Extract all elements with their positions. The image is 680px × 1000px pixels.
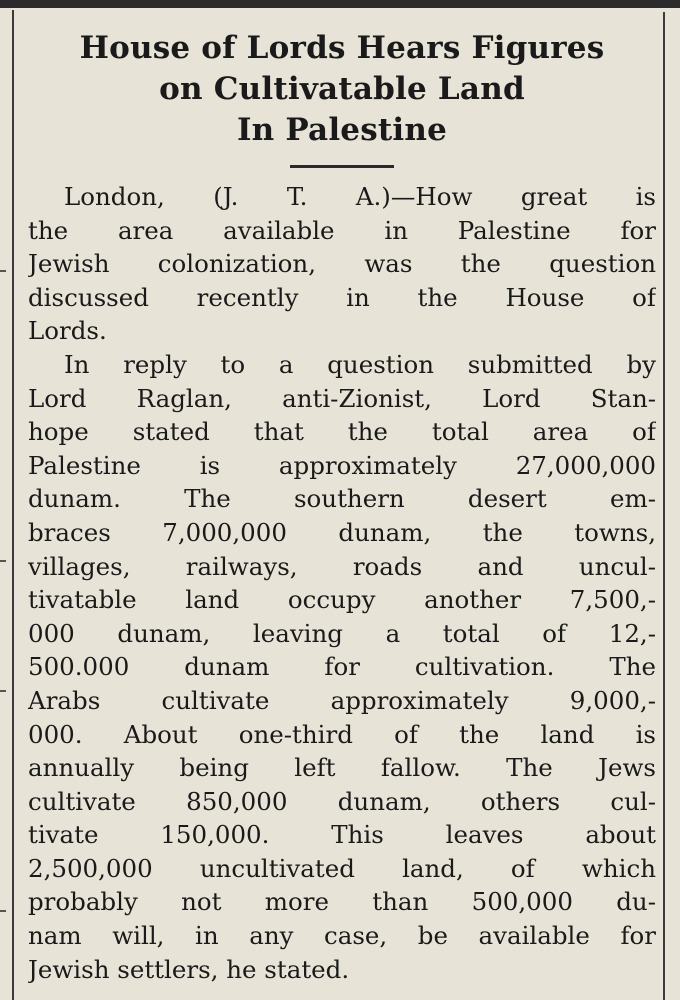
text-line: tivatable land occupy another 7,500,-: [28, 585, 656, 615]
text-line: dunam. The southern desert em-: [28, 484, 656, 514]
top-border-rule: [0, 0, 680, 8]
paragraph-2: [28, 348, 656, 986]
text-line: London, (J. T. A.)—How great is: [64, 182, 656, 211]
text-line: cultivate 850,000 dunam, others cul-: [28, 786, 656, 816]
text-line: Lord Raglan, anti-Zionist, Lord Stan-: [28, 383, 656, 413]
headline-divider: [290, 165, 394, 168]
headline-line-2: on Cultivatable Land: [159, 71, 525, 107]
text-line: discussed recently in the House of: [28, 282, 656, 312]
edge-mark: [0, 560, 6, 562]
right-column-rule: [663, 12, 665, 1000]
text-line: annually being left fallow. The Jews: [28, 753, 656, 783]
text-line: braces 7,000,000 dunam, the towns,: [28, 517, 656, 547]
edge-mark: [0, 270, 6, 272]
text-line: 500.000 dunam for cultivation. The: [28, 652, 656, 682]
text-line: Jewish colonization, was the question: [28, 249, 656, 279]
article-body: [28, 180, 656, 986]
text-line: the area available in Palestine for: [28, 215, 656, 245]
text-line: 2,500,000 uncultivated land, of which: [28, 853, 656, 883]
text-line: villages, railways, roads and uncul-: [28, 551, 656, 581]
text-line: nam will, in any case, be available for: [28, 921, 656, 951]
text-line: 000 dunam, leaving a total of 12,-: [28, 618, 656, 648]
paragraph-1: [28, 180, 656, 348]
text-line: Palestine is approximately 27,000,000: [28, 450, 656, 480]
text-line: tivate 150,000. This leaves about: [28, 820, 656, 850]
headline-line-1: House of Lords Hears Figures: [79, 30, 605, 66]
headline-line-3: In Palestine: [236, 112, 448, 148]
text-line: Jewish settlers, he stated.: [28, 954, 350, 984]
text-line: Lords.: [28, 316, 107, 346]
article: [28, 28, 656, 986]
text-line: hope stated that the total area of: [28, 417, 656, 447]
edge-mark: [0, 690, 6, 692]
text-line: probably not more than 500,000 du-: [28, 887, 656, 917]
text-line: Arabs cultivate approximately 9,000,-: [28, 685, 656, 715]
left-column-rule: [12, 10, 14, 1000]
text-line: 000. About one-third of the land is: [28, 719, 656, 749]
headline: [28, 28, 656, 151]
text-line: In reply to a question submitted by: [64, 349, 656, 379]
edge-mark: [0, 910, 6, 912]
